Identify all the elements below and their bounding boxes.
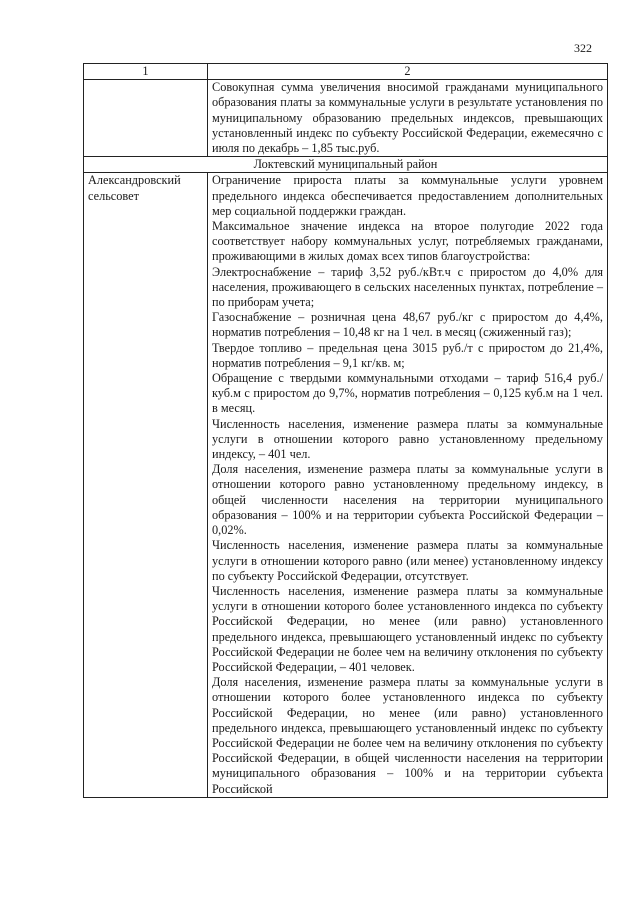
column-header-1: 1	[84, 64, 208, 80]
empty-cell	[84, 80, 208, 157]
paragraph: Численность населения, изменение размера платы за коммунальные услуги в отношении которого равно установленному предельному индексу, – 401 чел.	[212, 416, 603, 462]
entity-name-cell	[84, 173, 208, 797]
district-row	[84, 157, 608, 173]
table-row-entity	[84, 173, 608, 797]
paragraph: Доля населения, изменение размера платы за коммунальные услуги в отношении которого более установленного индекса по субъекту Российской Федерации, но менее (или равно) установленного предельного индекса, превышающего установленный индекс по субъекту Российской Федерации не более чем на величину отклонения по субъекту Российской Федерации, в общей численности населения на территории муниципального образования – 100% и на территории субъекта Российской	[212, 675, 603, 796]
entity-details-cell	[208, 173, 608, 797]
table-header-row	[84, 64, 608, 80]
district-title: Локтевский муниципальный район	[84, 157, 608, 173]
document-table	[83, 63, 608, 798]
paragraph: Электроснабжение – тариф 3,52 руб./кВт.ч с приростом до 4,0% для населения, проживающего в сельских населенных пунктах, потребление – по приборам учета;	[212, 264, 603, 310]
paragraph: Максимальное значение индекса на второе полугодие 2022 года соответствует набору коммунальных услуг, потребляемых гражданами, проживающими в жилых домах всех типов благоустройства:	[212, 219, 603, 264]
column-header-2: 2	[208, 64, 608, 80]
paragraph: Твердое топливо – предельная цена 3015 руб./т с приростом до 21,4%, норматив потребления – 9,1 кг/кв. м;	[212, 340, 603, 370]
entity-name: Александровский сельсовет	[88, 173, 181, 203]
page-number: 322	[574, 41, 592, 55]
summary-cell	[208, 80, 608, 157]
paragraph: Доля населения, изменение размера платы за коммунальные услуги в отношении которого равно установленному предельному индексу, в общей численности населения на территории муниципального образования – 100% и на территории субъекта Российской Федерации – 0,02%.	[212, 462, 603, 538]
paragraph: Ограничение прироста платы за коммунальные услуги уровнем предельного индекса обеспечивается предоставлением дополнительных мер социальной поддержки граждан.	[212, 173, 603, 218]
paragraph: Численность населения, изменение размера платы за коммунальные услуги в отношении которого более установленного индекса по субъекту Российской Федерации, но менее (или равно) установленного предельного индекса, превышающего установленный индекс по субъекту Российской Федерации не более чем на величину отклонения по субъекту Российской Федерации, – 401 человек.	[212, 583, 603, 674]
summary-text: Совокупная сумма увеличения вносимой гражданами муниципального образования платы за коммунальные услуги в результате установления по муниципальному образованию предельных индексов, превышающих установленный индекс по субъекту Российской Федерации, ежемесячно с июля по декабрь – 1,85 тыс.руб.	[212, 80, 603, 156]
paragraph: Численность населения, изменение размера платы за коммунальные услуги в отношении которого равно (или менее) установленному индексу по субъекту Российской Федерации, отсутствует.	[212, 538, 603, 583]
paragraph: Газоснабжение – розничная цена 48,67 руб./кг с приростом до 4,4%, норматив потребления – 10,48 кг на 1 чел. в месяц (сжиженный газ);	[212, 310, 603, 340]
paragraph: Обращение с твердыми коммунальными отходами – тариф 516,4 руб./куб.м с приростом до 9,7%, норматив потребления – 0,125 куб.м на 1 чел. в месяц.	[212, 371, 603, 416]
table-row-summary	[84, 80, 608, 157]
